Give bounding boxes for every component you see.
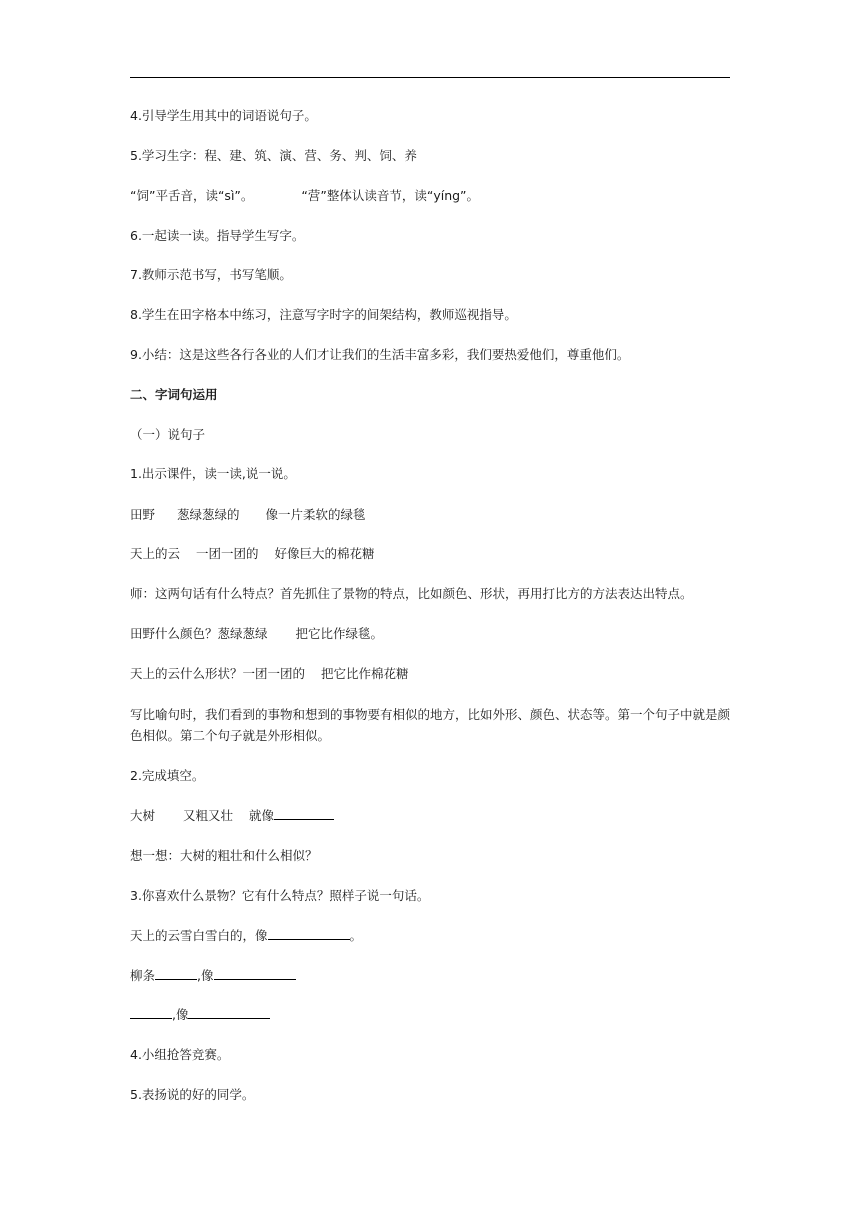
- cloud-shape-question-text: 天上的云什么形状？一团一团的: [130, 666, 306, 681]
- pinyin-note-ying: “营”整体认读音节，读“yíng”。: [301, 188, 480, 203]
- fill-blank-tree-like: 就像: [249, 808, 275, 823]
- step-1: 1.出示课件，读一读,说一说。: [130, 466, 296, 481]
- teacher-explanation: 师：这两句话有什么特点？首先抓住了景物的特点，比如颜色、形状，再用打比方的方法表达出特点。: [130, 586, 693, 601]
- practice-willow-blank-2: [214, 966, 296, 980]
- field-color-question: [130, 624, 383, 644]
- example-cloud-feature: 一团一团的: [196, 546, 259, 561]
- example-field: [130, 505, 366, 525]
- pinyin-note-si: “饲”平舌音，读“sì”。: [130, 188, 254, 203]
- item-4: 4.引导学生用其中的词语说句子。: [130, 108, 317, 123]
- practice-free: [130, 1005, 270, 1025]
- practice-free-blank-1: [130, 1005, 172, 1019]
- fill-blank-tree-subject: 大树: [130, 808, 156, 823]
- section-heading: 二、字词句运用: [130, 387, 218, 402]
- example-field-simile: 像一片柔软的绿毯: [265, 507, 366, 522]
- fill-blank-tree: [130, 806, 334, 826]
- practice-cloud-blank: [268, 926, 350, 940]
- example-field-subject: 田野: [130, 507, 156, 522]
- example-cloud-subject: 天上的云: [130, 546, 181, 561]
- step-5: 5.表扬说的好的同学。: [130, 1087, 255, 1102]
- practice-willow-blank-1: [155, 966, 197, 980]
- item-8: 8.学生在田字格本中练习，注意写字时字的间架结构，教师巡视指导。: [130, 307, 517, 322]
- step-4: 4.小组抢答竞赛。: [130, 1047, 230, 1062]
- field-color-question-text: 田野什么颜色？葱绿葱绿: [130, 626, 268, 641]
- practice-free-like: ,像: [172, 1007, 189, 1022]
- item-5: 5.学习生字：程、建、筑、演、营、务、判、饲、养: [130, 148, 417, 163]
- field-color-answer: 把它比作绿毯。: [295, 626, 384, 641]
- pinyin-note: [130, 186, 479, 206]
- think-question: 想一想：大树的粗壮和什么相似？: [130, 848, 318, 863]
- item-9: 9.小结：这是这些各行各业的人们才让我们的生活丰富多彩，我们要热爱他们，尊重他们。: [130, 347, 630, 362]
- step-3: 3.你喜欢什么景物？它有什么特点？照样子说一句话。: [130, 888, 430, 903]
- practice-cloud: [130, 926, 362, 946]
- fill-blank-line: [274, 806, 334, 820]
- header-rule: [130, 77, 730, 78]
- step-2: 2.完成填空。: [130, 768, 205, 783]
- example-cloud-simile: 好像巨大的棉花糖: [274, 546, 375, 561]
- cloud-shape-question: [130, 664, 409, 684]
- example-cloud: [130, 544, 375, 564]
- fill-blank-tree-feature: 又粗又壮: [183, 808, 234, 823]
- practice-willow-like: ,像: [197, 968, 214, 983]
- practice-cloud-text: 天上的云雪白雪白的，像: [130, 928, 268, 943]
- simile-explanation: 写比喻句时，我们看到的事物和想到的事物要有相似的地方，比如外形、颜色、状态等。第一个句子中就是颜色相似。第二个句子就是外形相似。: [130, 707, 731, 743]
- item-6: 6.一起读一读。指导学生写字。: [130, 228, 305, 243]
- example-field-feature: 葱绿葱绿的: [177, 507, 240, 522]
- item-7: 7.教师示范书写，书写笔顺。: [130, 267, 292, 282]
- practice-cloud-end: 。: [349, 928, 363, 943]
- practice-willow-subject: 柳条: [130, 968, 156, 983]
- practice-willow: [130, 966, 296, 986]
- practice-free-blank-2: [188, 1005, 270, 1019]
- subsection-heading: （一）说句子: [130, 427, 206, 442]
- cloud-shape-answer: 把它比作棉花糖: [321, 666, 409, 681]
